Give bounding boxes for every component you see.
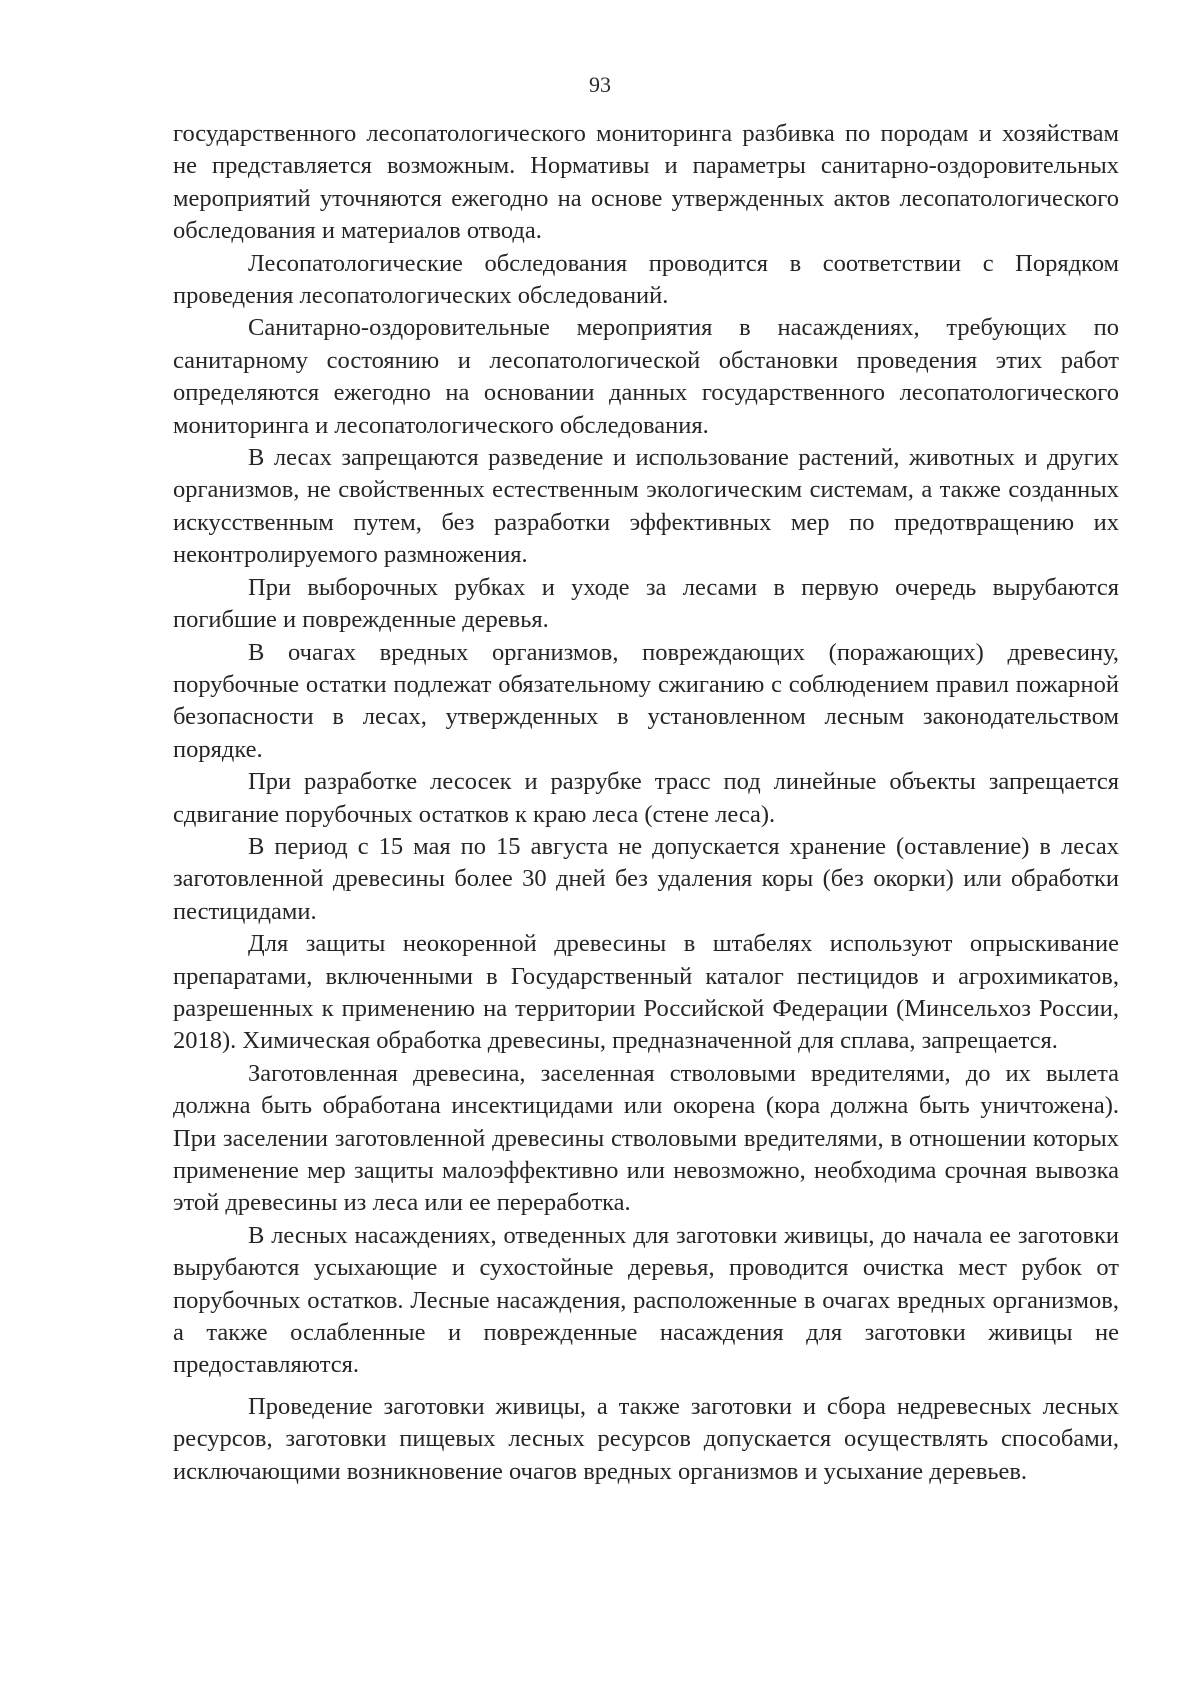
paragraph-6: В очагах вредных организмов, повреждающих (поражающих) древесину, порубочные остатки подлежат обязательному сжиганию с соблюдением правил пожарной безопасности в лесах, утвержденных в установленном лесным законодательством порядке. bbox=[173, 638, 1119, 763]
paragraph-2: Лесопатологические обследования проводится в соответствии с Порядком проведения лесопатологических обследований. bbox=[173, 249, 1119, 310]
paragraph-10: Заготовленная древесина, заселенная стволовыми вредителями, до их вылета должна быть обработана инсектицидами или окорена (кора должна быть уничтожена). При заселении заготовленной древесины стволовыми вредителями, в отношении которых применение мер защиты малоэффективно или невозможно, необходима срочная вывозка этой древесины из леса или ее переработка. bbox=[173, 1059, 1119, 1217]
page-number: 93 bbox=[589, 72, 611, 97]
paragraph-5: При выборочных рубках и уходе за лесами в первую очередь вырубаются погибшие и поврежденные деревья. bbox=[173, 573, 1119, 634]
paragraph-12: Проведение заготовки живицы, а также заготовки и сбора недревесных лесных ресурсов, заготовки пищевых лесных ресурсов допускается осуществлять способами, исключающими возникновение очагов вредных организмов и усыхание деревьев. bbox=[173, 1392, 1119, 1485]
paragraph-9: Для защиты неокоренной древесины в штабелях используют опрыскивание препаратами, включенными в Государственный каталог пестицидов и агрохимикатов, разрешенных к применению на территории Российской Федерации (Минсельхоз России, 2018). Химическая обработка древесины, предназначенной для сплава, запрещается. bbox=[173, 930, 1119, 1055]
document-body bbox=[173, 118, 1119, 1488]
paragraph-1: государственного лесопатологического мониторинга разбивка по породам и хозяйствам не представляется возможным. Нормативы и параметры санитарно-оздоровительных мероприятий уточняются ежегодно на основе утвержденных актов лесопатологического обследования и материалов отвода. bbox=[173, 120, 1119, 245]
paragraph-3: Санитарно-оздоровительные мероприятия в насаждениях, требующих по санитарному состоянию и лесопатологической обстановки проведения этих работ определяются ежегодно на основании данных государственного лесопатологического мониторинга и лесопатологического обследования. bbox=[173, 314, 1119, 439]
paragraph-8: В период с 15 мая по 15 августа не допускается хранение (оставление) в лесах заготовленной древесины более 30 дней без удаления коры (без окорки) или обработки пестицидами. bbox=[173, 832, 1119, 925]
paragraph-11: В лесных насаждениях, отведенных для заготовки живицы, до начала ее заготовки вырубаются усыхающие и сухостойные деревья, проводится очистка мест рубок от порубочных остатков. Лесные насаждения, расположенные в очагах вредных организмов, а также ослабленные и поврежденные насаждения для заготовки живицы не предоставляются. bbox=[173, 1221, 1119, 1379]
paragraph-7: При разработке лесосек и разрубке трасс под линейные объекты запрещается сдвигание порубочных остатков к краю леса (стене леса). bbox=[173, 768, 1119, 828]
paragraph-4: В лесах запрещаются разведение и использование растений, животных и других организмов, не свойственных естественным экологическим системам, а также созданных искусственным путем, без разработки эффективных мер по предотвращению их неконтролируемого размножения. bbox=[173, 444, 1119, 569]
